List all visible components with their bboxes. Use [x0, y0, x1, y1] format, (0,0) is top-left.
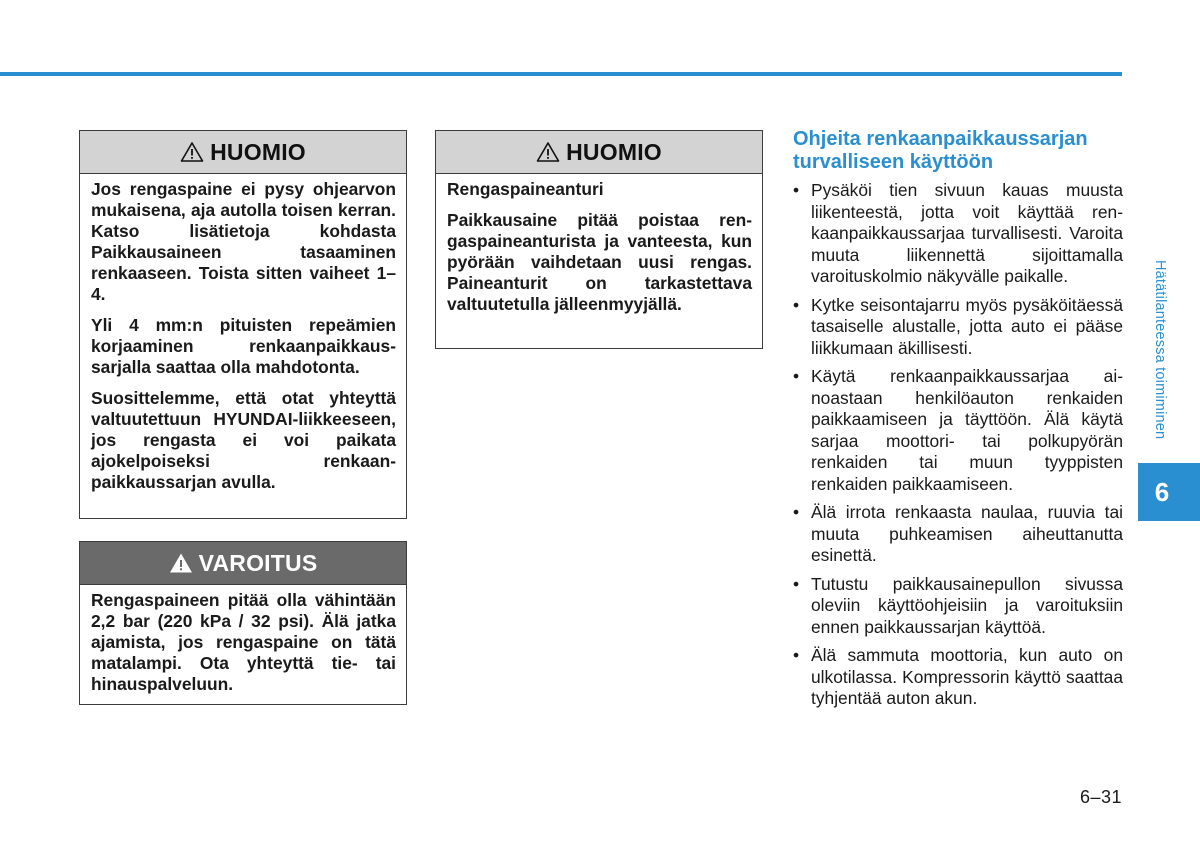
- caution-body: [436, 174, 762, 323]
- top-rule: [0, 72, 1122, 76]
- list-item: [793, 180, 1123, 288]
- list-item-text: Tutustu paikkausainepullon sivussa oleviin käyttöohjeisiin ja varoituksiin ennen paikkaussarjan käyttöä.: [811, 573, 1123, 637]
- warning-header: [80, 542, 406, 585]
- caution-title: HUOMIO: [210, 138, 306, 165]
- list-item-text: Älä irrota renkaasta naulaa, ruuvia tai muuta puhkeamisen aiheuttanutta esinettä.: [811, 502, 1123, 565]
- list-item: [793, 366, 1123, 495]
- bullet: •: [793, 366, 800, 386]
- list-item-text: Käytä renkaanpaikkaussarjaa ainoastaan henkilöauton renkaiden paikkaamiseen ja täyttöön. Älä käytä sarjaa moottori- tai polkupyörän renkaiden tai muun tyyppisten renkaiden paikkaamiseen.: [811, 366, 1123, 494]
- caution-paragraph: Paikkausaine pitää poistaa rengaspaineanturista ja vanteesta, kun pyörään vaihdetaan uusi rengas. Paineanturit on tarkastettava valtuutetulla jälleenmyyjällä.: [447, 210, 752, 314]
- warning-title: VAROITUS: [198, 549, 318, 576]
- list-item-text: Älä sammuta moottoria, kun auto on ulkotilassa. Kompressorin käyttö saattaa tyhjentää auton akun.: [811, 645, 1123, 708]
- chapter-side-label: Hätätilanteessa toimiminen: [1152, 260, 1168, 440]
- safety-section: [793, 128, 1123, 717]
- bullet: •: [793, 573, 800, 594]
- list-item: [793, 574, 1123, 639]
- bullet: •: [793, 645, 800, 665]
- safety-list: [793, 180, 1123, 710]
- caution-paragraph: Suosittelemme, että otat yhteyttä valtuutettuun HYUNDAI-liikkeeseen, jos rengasta ei voi paikata ajokelpoiseksi renkaanpaikkaussarjan avulla.: [91, 388, 396, 492]
- page-number: 6–31: [1080, 787, 1123, 807]
- caution-title: HUOMIO: [566, 138, 662, 165]
- warning-box: [79, 541, 407, 705]
- section-heading: Ohjeita renkaanpaikkaussarjan turvalliseen käyttöön: [793, 128, 1088, 173]
- bullet: •: [793, 180, 800, 200]
- bullet: •: [793, 502, 800, 522]
- list-item-text: Pysäköi tien sivuun kauas muusta liikenteestä, jotta voit käyttää renkaanpaikkaussarjaa turvallisesti. Varoita muuta liikennettä sijoittamalla varoituskolmio näkyvälle paikalle.: [811, 180, 1123, 286]
- caution-body: [80, 174, 406, 501]
- caution-box-1: [79, 130, 407, 519]
- warning-triangle-outline-icon: [180, 141, 204, 163]
- caution-paragraph: Jos rengaspaine ei pysy ohjearvon mukaisena, aja autolla toisen kerran. Katso lisätietoja kohdasta Paikkausaineen tasaaminen renkaaseen. Toista sitten vaiheet 1–4.: [91, 179, 396, 304]
- warning-body: [80, 585, 406, 703]
- caution-header: [80, 131, 406, 174]
- chapter-tab: 6: [1138, 463, 1200, 521]
- caution-box-2: [435, 130, 763, 349]
- warning-triangle-filled-icon: [169, 552, 193, 574]
- list-item-text: Kytke seisontajarru myös pysäköitäessä tasaiselle alustalle, jotta auto ei pääse liikkumaan äkillisesti.: [811, 294, 1123, 358]
- warning-triangle-outline-icon: [536, 141, 560, 163]
- warning-paragraph: Rengaspaineen pitää olla vähintään 2,2 bar (220 kPa / 32 psi). Älä jatka ajamista, jos rengaspaine on tätä matalampi. Ota yhteyttä tie- tai hinauspalveluun.: [91, 590, 396, 694]
- caution-paragraph: Yli 4 mm:n pituisten repeämien korjaaminen renkaanpaikkaussarjalla saattaa olla mahdotonta.: [91, 315, 396, 377]
- list-item: [793, 295, 1123, 360]
- list-item: [793, 502, 1123, 567]
- caution-subtitle: Rengaspaineanturi: [447, 179, 604, 199]
- list-item: [793, 645, 1123, 710]
- bullet: •: [793, 294, 800, 315]
- caution-header: [436, 131, 762, 174]
